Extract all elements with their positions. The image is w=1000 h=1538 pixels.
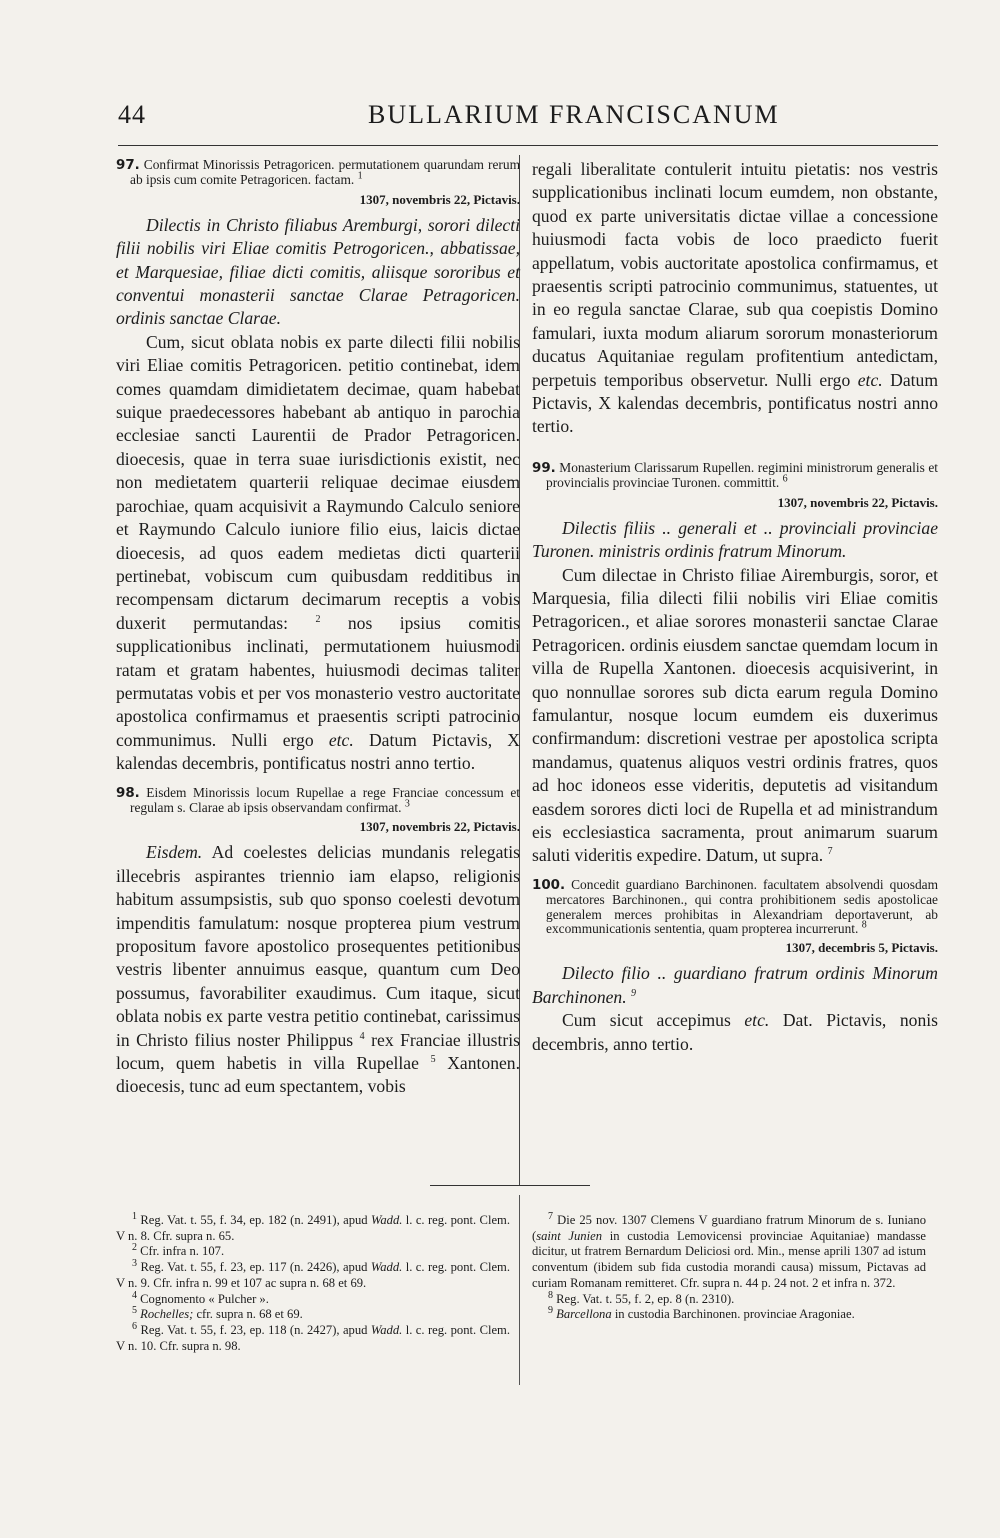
text-span: l. c. reg. pont. Clem. V n. 9. Cfr. infra n. 99 et 107 ac supra n. 68 et 69. <box>116 1260 510 1290</box>
right-column <box>532 158 938 1056</box>
address <box>532 962 938 1009</box>
body-text <box>532 1009 938 1056</box>
text-span: Datum Pictavis, X kalendas decembris, pontificatus nostri anno tertio. <box>532 369 939 437</box>
text-span: Reg. Vat. t. 55, f. 2, ep. 8 (n. 2310). <box>556 1291 735 1306</box>
footnote <box>532 1307 926 1323</box>
footnote-ref: 4 <box>359 1030 365 1042</box>
text-span: Ad coelestes delicias mundanis relegatis illecebris aspirantes triennio iam elapso, religionis habitum assumpsistis, sub quo sponso coelesti devotum impenditis famulatum: nosque propterea pium vestrum propositum favore apostolico prosequentes petitionibus vestris libenter annuimus easque, quantum cum Deo possumus, favorabiliter exaudimus. Cum itaque, sicut oblata nobis ex parte vestra petitio continebat, carissimus in Christo filius noster Philippus <box>116 842 520 1050</box>
footnote <box>116 1320 510 1354</box>
text-span: Wadd. <box>370 1322 403 1337</box>
footnote-mark: 8 <box>548 1289 553 1301</box>
running-title: BULLARIUM FRANCISCANUM <box>368 100 780 129</box>
body-text <box>116 841 520 1098</box>
text-span: in custodia Barchinonen. provinciae Aragoniae. <box>614 1307 855 1322</box>
body-text <box>532 564 938 868</box>
etc-text: etc. <box>857 369 883 390</box>
text-span: Cum dilectae in Christo filiae Airemburgis, soror, et Marquesia, filia dilecti filii nobilis viri Eliae comitis Petragoricen., et aliae sorores monasterii sanctae Clarae Petragoricen. ordinis eiusdem sanctae quemdam locum in villa de Rupella Xantonen. dioecesis acquisiverint, in quo nonnullae sorores sub dicta earum regula Domino famulantur, nosque locum eumdem eis duxerimus confirmandum: discretioni vestrae per apostolica scripta mandamus, quatenus aliquos vestri ordinis fratres, quos ad hoc idoneos esse videritis, deputetis ad visitandum easdem sorores dicti loci de Rupella et ad ministrandum eis ecclesiastica sacramenta, prout animarum suarum saluti videritis expedire. Datum, ut supra. <box>532 564 939 866</box>
text-span: Cognomento « Pulcher ». <box>140 1291 269 1306</box>
text-span: Reg. Vat. t. 55, f. 23, ep. 117 (n. 2426), apud <box>140 1260 368 1275</box>
section-summary <box>116 786 520 816</box>
text-span: Wadd. <box>371 1213 403 1227</box>
text-span: cfr. supra n. 68 et 69. <box>196 1307 303 1322</box>
footnote-ref: 6 <box>782 473 788 485</box>
text-span: nos ipsius comitis supplicationibus inclinati, permutationem huiusmodi ratam et gratam habentes, huiusmodi decimas taliter permutatas vobis et per vos monasterio vestro auctoritate apostolica confirmamus et praesentis scripti patrocinio communimus. Nulli ergo <box>116 612 521 750</box>
section-date: 1307, novembris 22, Pictavis. <box>359 819 520 835</box>
footnote-mark: 2 <box>132 1242 137 1254</box>
text-span: Datum Pictavis, X kalendas decembris, pontificatus nostri anno tertio. <box>116 729 520 774</box>
text-span: Rochelles; <box>140 1307 194 1322</box>
footnote <box>116 1210 510 1244</box>
section-date: 1307, decembris 5, Pictavis. <box>785 940 938 956</box>
section-summary <box>116 158 520 188</box>
text-span: Cum sicut accepimus <box>562 1010 731 1031</box>
section-date: 1307, novembris 22, Pictavis. <box>359 191 520 207</box>
header-rule <box>118 145 938 146</box>
summary-text: Concedit guardiano Barchinonen. facultatem absolvendi quosdam mercatores Barchinonen., qui contra prohibitionem sedis apostolicae generalem merces prohibitas in Alexandriam deportaverunt, ab excommunicationis sententia, quam propterea incurrerunt. <box>546 876 938 936</box>
footnote-mark: 3 <box>132 1257 137 1269</box>
footnote-mark: 7 <box>548 1210 553 1222</box>
spacer <box>532 439 938 461</box>
section-number: 97. <box>116 158 140 173</box>
page-header <box>118 100 938 140</box>
footnote <box>116 1307 510 1323</box>
text-span: Reg. Vat. t. 55, f. 23, ep. 118 (n. 2427), apud <box>140 1322 368 1337</box>
text-span: l. c. reg. pont. Clem. V n. 10. Cfr. supra n. 98. <box>116 1322 510 1353</box>
body-text <box>116 331 520 776</box>
text-span: regali liberalitate contulerit intuitu pietatis: nos vestris supplicationibus inclinati locum eumdem, non obstante, quod ex parte universitatis dictae villae a concessione huiusmodi facta vobis de loco praedicto fuerit appellatum, vobis auctoritate apostolica confirmamus, et praesentis scripti patrocinio communimus, statuentes, ut in eo regula sanctae Clarae, sub qua coepistis Domino famulari, iuxta modum aliarum sororum monasteriorum ducatus Aquitaniae regulam profitentium antedictam, perpetuis temporibus observetur. Nulli ergo <box>532 159 938 390</box>
text-span: saint Junien <box>536 1228 602 1243</box>
text-span: Dat. Pictavis, nonis decembris, anno tertio. <box>532 1010 938 1054</box>
section-date: 1307, novembris 22, Pictavis. <box>777 494 938 510</box>
footnote-mark: 6 <box>132 1320 137 1332</box>
footnote <box>116 1289 510 1308</box>
section-number: 99. <box>532 460 556 476</box>
footnote <box>532 1289 926 1308</box>
footnote-ref: 3 <box>404 798 410 810</box>
footnote-mark: 1 <box>132 1210 137 1222</box>
text-span: in custodia Lemovicensi provinciae Aquitaniae) mandasse dicitur, ut fratrem Bernardum Deliciosi ord. Min., mense aprili 1307 ad istum conventum (ibidem sub fida custodia morandi causa) missum, Pictavas ad curiam Romanam remitteret. Cfr. supra n. 44 p. 24 not. 2 et infra n. 372. <box>532 1228 927 1290</box>
section-number: 98. <box>116 785 140 801</box>
text-span: Cum, sicut oblata nobis ex parte dilecti filii nobilis viri Eliae comitis Petragoricen. petitio continebat, idem comes quamdam dimidietatem decimae, quam habebat suique praedecessores habebant ab antiquo in parochia ecclesiae sancti Laurentii de Prador Petragoricen. dioecesis, quae in terra suae iurisdictionis existit, nec non medietatem quarterii reliquae decimae eiusdem parochiae, quam acquisivit a Raymundo Calculo seniore et Raymundo Calculo iuniore filio eius, laicis dictae dioecesis, ad quos eadem medietas dicti quarterii pertinebat, vobiscum cum quibusdam redditibus in recompensam dictarum decimarum receptis a vobis duxerit permutandas: <box>116 331 520 633</box>
section-100 <box>532 878 938 1056</box>
text-span: Barcellona <box>556 1307 612 1322</box>
footnote-ref: 7 <box>827 846 833 858</box>
footnotes-right <box>532 1210 927 1323</box>
summary-text: Eisdem Minorissis locum Rupellae a rege Franciae concessum et regulam s. Clarae ab ipsis observandam confirmat. <box>130 784 520 815</box>
footnote-mark: 4 <box>132 1289 137 1301</box>
footnote-ref: 1 <box>357 170 363 182</box>
address: Dilectis in Christo filiabus Aremburgi, sorori dilecti filii nobilis viri Eliae comitis Petrogoricen., abbatissae, et Marquesiae, filiae dicti comitis, aliisque sororibus et conventui monasterii sanctae Clarae Petragoricen. ordinis sanctae Clarae. <box>116 214 520 329</box>
footnote-ref: 8 <box>861 919 867 931</box>
address: Dilectis filiis .. generali et .. provinciali provinciae Turonen. ministris ordinis fratrum Minorum. <box>532 517 938 562</box>
address: Eisdem. <box>146 842 203 863</box>
footnote-mark: 5 <box>132 1305 137 1317</box>
footnote-ref: 5 <box>430 1054 436 1066</box>
section-97 <box>116 158 520 776</box>
section-98 <box>116 786 520 1099</box>
left-column <box>116 158 520 1099</box>
footnote-rule <box>430 1185 590 1186</box>
footnote <box>532 1210 927 1292</box>
body-text-continued <box>532 158 938 439</box>
text-span: Wadd. <box>370 1260 403 1275</box>
section-99 <box>532 461 938 868</box>
footnotes-left <box>116 1210 510 1354</box>
footnote <box>116 1244 510 1260</box>
text-span: Die 25 nov. 1307 Clemens V guardiano fratrum Minorum de s. Iuniano ( <box>532 1213 926 1243</box>
address-text: Dilecto filio .. guardiano fratrum ordinis Minorum Barchinonen. <box>532 963 938 1007</box>
page-number: 44 <box>118 100 146 129</box>
etc-text: etc. <box>328 729 354 750</box>
text-span: Xantonen. dioecesis, tunc ad eum spectantem, vobis <box>116 1053 521 1097</box>
footnote-divider <box>519 1195 520 1385</box>
section-summary <box>532 461 938 491</box>
section-summary <box>532 878 938 937</box>
text-span: Cfr. infra n. 107. <box>140 1244 225 1259</box>
footnote-mark: 9 <box>548 1305 553 1317</box>
section-number: 100. <box>532 877 566 893</box>
footnote-ref: 2 <box>315 613 321 625</box>
text-span: rex Franciae illustris locum, quem habetis in villa Rupellae <box>116 1029 520 1074</box>
text-span: Reg. Vat. t. 55, f. 34, ep. 182 (n. 2491), apud <box>140 1213 368 1227</box>
footnote-ref: 9 <box>631 987 637 999</box>
footnote <box>116 1257 510 1291</box>
etc-text: etc. <box>744 1010 770 1031</box>
summary-text: Monasterium Clarissarum Rupellen. regimini ministrorum generalis et provincialis provinciae Turonen. committit. <box>546 459 938 491</box>
text-span: l. c. reg. pont. Clem. V n. 8. Cfr. supra n. 65. <box>116 1213 510 1243</box>
summary-text: Confirmat Minorissis Petragoricen. permutationem quarundam rerum ab ipsis cum comite Petragoricen. factam. <box>130 157 520 188</box>
